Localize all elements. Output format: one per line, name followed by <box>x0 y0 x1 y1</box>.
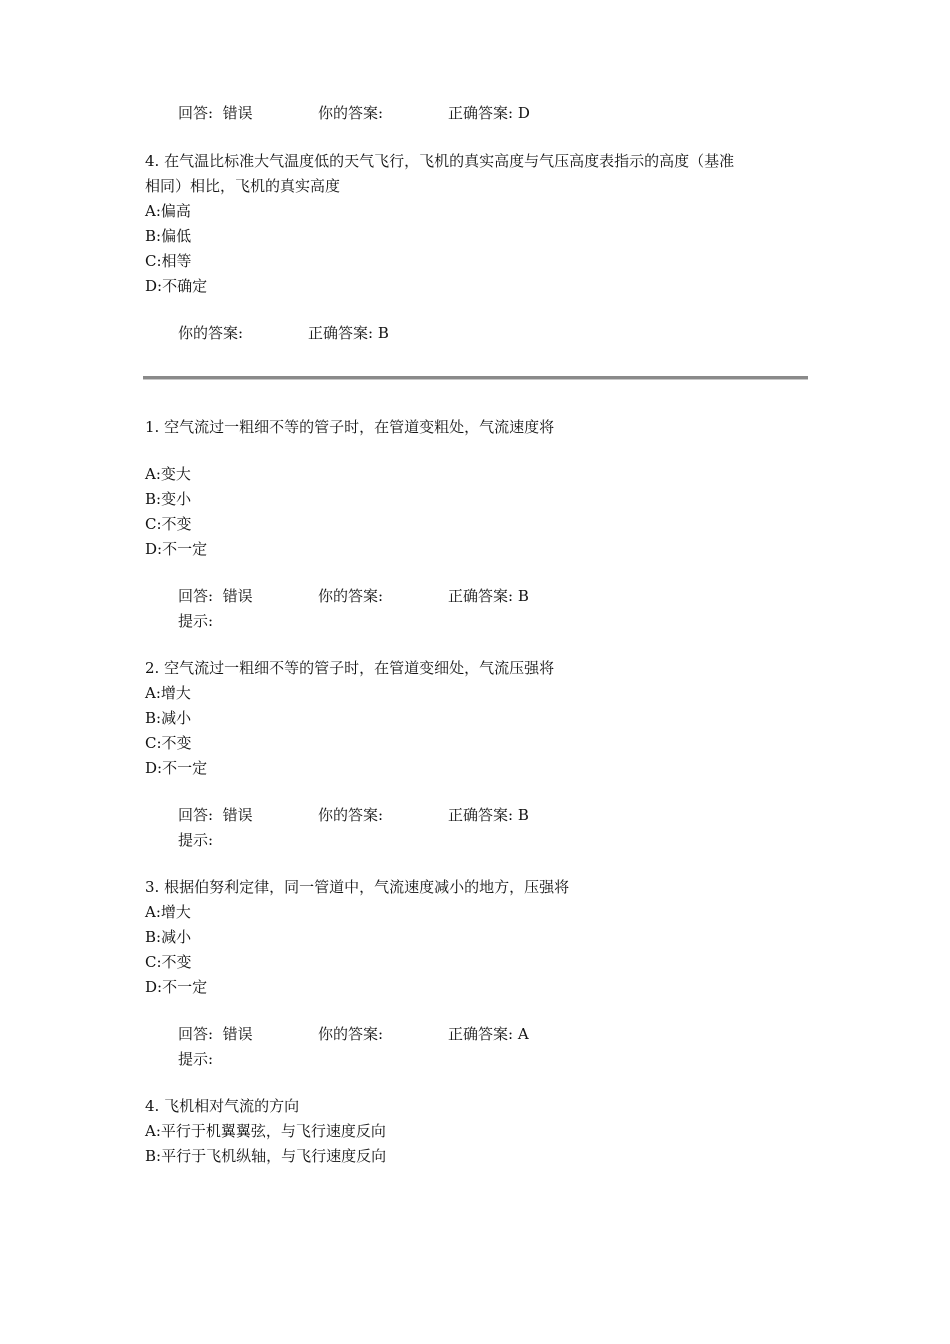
result-row <box>178 805 253 825</box>
question-text: 4. 飞机相对气流的方向 <box>145 1097 300 1115</box>
result-row-top <box>178 103 253 123</box>
option-a: A:平行于机翼翼弦，与飞行速度反向 <box>145 1122 386 1140</box>
option-b: B:减小 <box>145 709 192 727</box>
option-b: B:变小 <box>145 490 192 508</box>
your-answer-label: 你的答案: <box>318 587 384 605</box>
option-d: D:不一定 <box>145 540 208 558</box>
option-a: A:变大 <box>145 465 191 483</box>
correct-answer: 正确答案: D <box>448 104 530 122</box>
option-b: B:平行于飞机纵轴，与飞行速度反向 <box>145 1147 387 1165</box>
option-a: A:偏高 <box>145 202 191 220</box>
question-text: 4. 在气温比标准大气温度低的天气飞行，飞机的真实高度与气压高度表指示的高度（基准 <box>145 152 735 170</box>
correct-answer: 正确答案: B <box>448 587 529 605</box>
option-c: C:不变 <box>145 515 192 533</box>
option-b: B:偏低 <box>145 227 192 245</box>
question-text: 1. 空气流过一粗细不等的管子时，在管道变粗处，气流速度将 <box>145 418 555 436</box>
option-d: D:不一定 <box>145 978 208 996</box>
option-c: C:不变 <box>145 734 192 752</box>
option-b: B:减小 <box>145 928 192 946</box>
question-text-cont: 相同）相比，飞机的真实高度 <box>145 177 341 195</box>
result-value: 错误 <box>222 806 253 824</box>
correct-answer: 正确答案: B <box>308 324 389 342</box>
correct-answer: 正确答案: A <box>448 1025 529 1043</box>
your-answer-label: 你的答案: <box>318 806 384 824</box>
option-d: D:不一定 <box>145 759 208 777</box>
result-label: 回答: <box>178 806 214 824</box>
your-answer-label: 你的答案: <box>318 1025 384 1043</box>
question-text: 2. 空气流过一粗细不等的管子时，在管道变细处，气流压强将 <box>145 659 555 677</box>
result-row <box>178 586 253 606</box>
result-label: 回答: <box>178 587 214 605</box>
result-value: 错误 <box>222 104 253 122</box>
result-label: 回答: <box>178 104 214 122</box>
hint-label: 提示: <box>178 612 214 630</box>
correct-answer: 正确答案: B <box>448 806 529 824</box>
option-c: C:相等 <box>145 252 192 270</box>
hint-label: 提示: <box>178 1050 214 1068</box>
option-a: A:增大 <box>145 903 191 921</box>
result-label: 回答: <box>178 1025 214 1043</box>
option-d: D:不确定 <box>145 277 208 295</box>
your-answer-label: 你的答案: <box>318 104 384 122</box>
result-row <box>178 1024 253 1044</box>
your-answer-label: 你的答案: <box>178 324 244 342</box>
option-a: A:增大 <box>145 684 191 702</box>
option-c: C:不变 <box>145 953 192 971</box>
question-text: 3. 根据伯努利定律，同一管道中，气流速度减小的地方，压强将 <box>145 878 570 896</box>
result-value: 错误 <box>222 587 253 605</box>
result-value: 错误 <box>222 1025 253 1043</box>
hint-label: 提示: <box>178 831 214 849</box>
section-divider <box>143 376 808 380</box>
